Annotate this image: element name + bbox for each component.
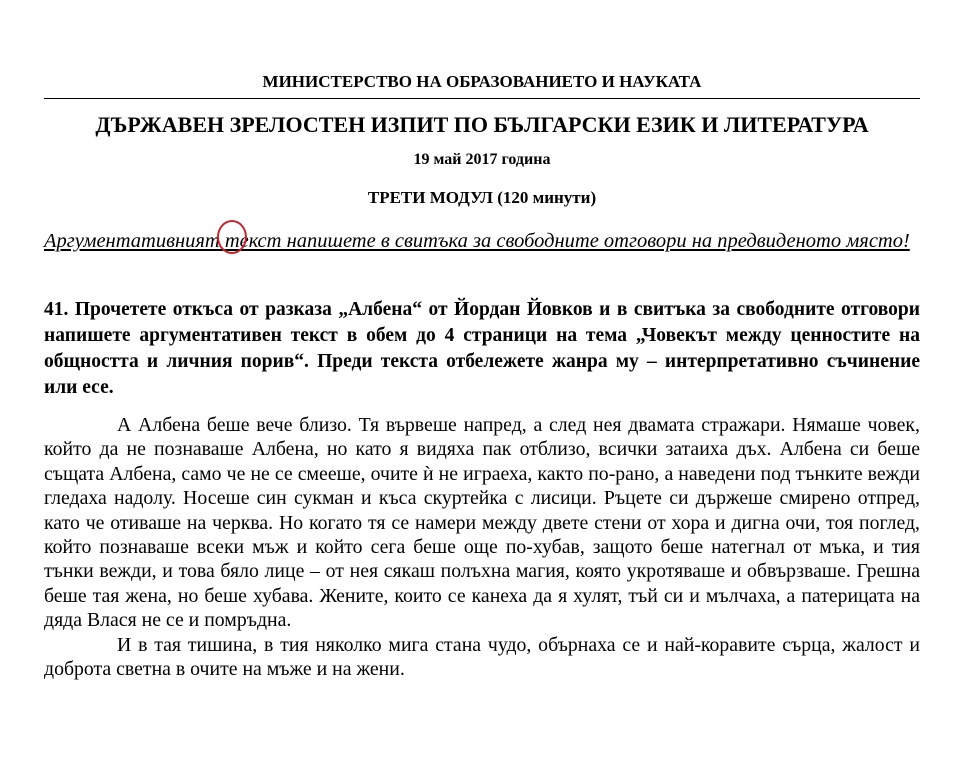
- excerpt-paragraph-1: А Албена беше вече близо. Тя вървеше напред, а след нея двамата стражари. Нямаше човек, който да не познаваше Албена, но като я видяха пак отблизо, всички затаиха дъх. Албена си беше същата Албена, само че не се смееше, очите ѝ не играеха, както по-рано, а наведени под тънките вежди гледаха надолу. Носеше син сукман и къса скуртейка с лисици. Ръцете си държеше смирено отпред, като че отиваше на черква. Но когато тя се намери между двете стени от хора и дигна очи, тоя поглед, който познаваше всеки мъж и който сега беше още по-хубав, защото беше натегнал от мъка, и тия тънки вежди, и това бяло лице – от нея сякаш полъхна магия, която укротяваше и обвързваше. Грешна беше тая жена, но беше хубава. Жените, които се канеха да я хулят, тъй си и мълчаха, а патерицата на дяда Влася не се и помръдна.: [44, 414, 920, 632]
- exam-title: ДЪРЖАВЕН ЗРЕЛОСТЕН ИЗПИТ ПО БЪЛГАРСКИ ЕЗИК И ЛИТЕРАТУРА: [95, 112, 869, 137]
- task-41-text: 41. Прочетете откъса от разказа „Албена“ от Йордан Йовков и в свитъка за свободните отговори напишете аргументативен текст в обем до 4 страници на тема „Човекът между ценностите на общността и личния порив“. Преди текста отбележете жанра му – интерпретативно съчинение или есе.: [44, 299, 920, 398]
- ministry-heading: МИНИСТЕРСТВО НА ОБРАЗОВАНИЕТО И НАУКАТА: [262, 72, 702, 91]
- excerpt-paragraph-2: И в тая тишина, в тия няколко мига стана чудо, обърнаха се и най-коравите сърца, жалост и доброта светна в очите на мъже и на жени.: [44, 633, 920, 681]
- red-circle-annotation: [217, 220, 247, 254]
- instruction-text: Аргументативният текст напишете в свитъка за свободните отговори на предвиденото място!: [44, 230, 910, 252]
- exam-date: 19 май 2017 година: [413, 151, 551, 168]
- module-title: ТРЕТИ МОДУЛ (120 минути): [367, 188, 597, 207]
- story-excerpt: [44, 413, 920, 681]
- header-divider: [44, 98, 920, 99]
